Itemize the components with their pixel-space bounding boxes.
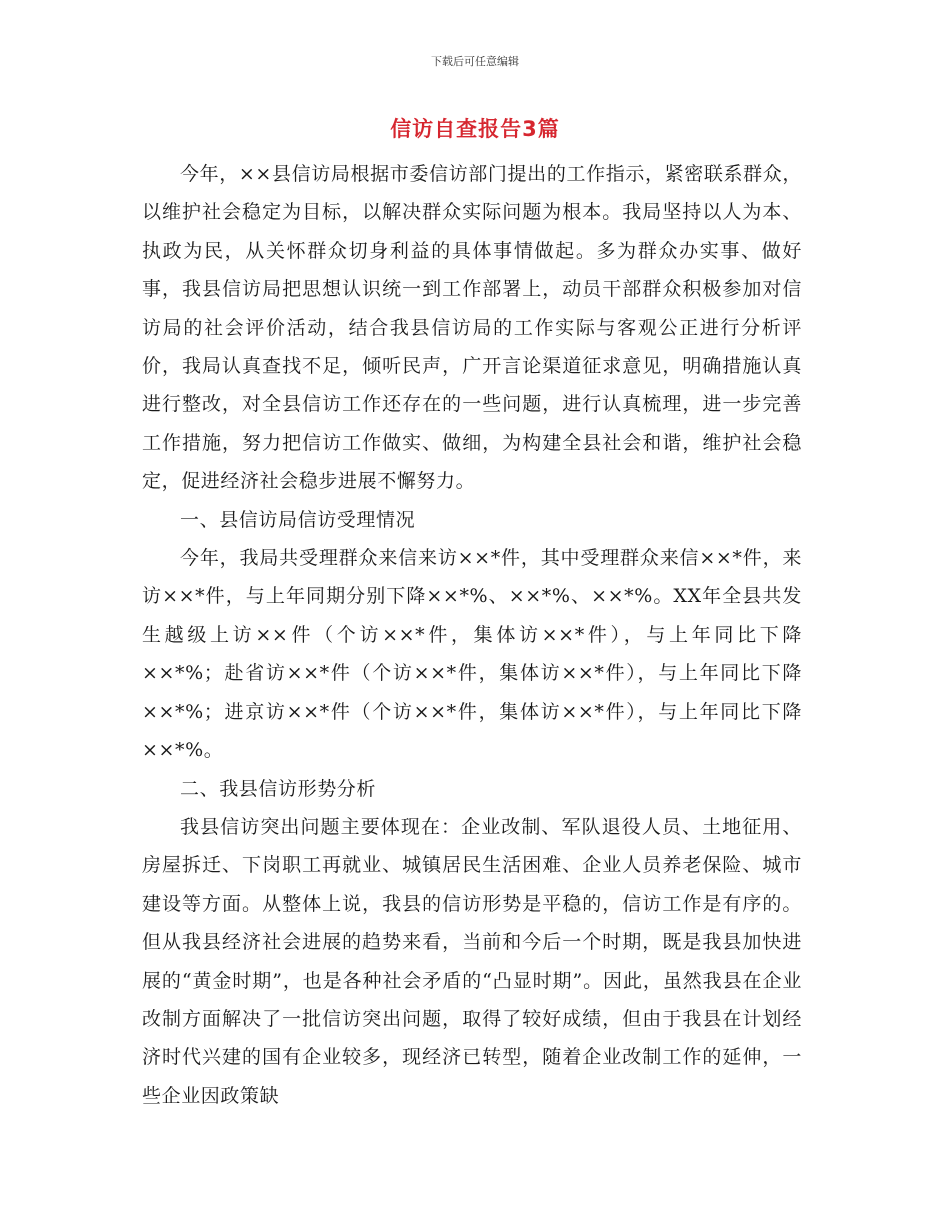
document-body: [142, 155, 802, 1115]
section-heading-2: 二、我县信访形势分析: [180, 777, 377, 800]
intro-paragraph: 今年，××县信访局根据市委信访部门提出的工作指示，紧密联系群众，以维护社会稳定为目标，以解决群众实际问题为根本。我局坚持以人为本、执政为民，从关怀群众切身利益的具体事情做起。多为群众办实事、做好事，我县信访局把思想认识统一到工作部署上，动员干部群众积极参加对信访局的社会评价活动，结合我县信访局的工作实际与客观公正进行分析评价，我局认真查找不足，倾听民声，广开言论渠道征求意见，明确措施认真进行整改，对全县信访工作还存在的一些问题，进行认真梳理，进一步完善工作措施，努力把信访工作做实、做细，为构建全县社会和谐，维护社会稳定，促进经济社会稳步进展不懈努力。: [142, 163, 802, 493]
section-heading-1: 一、县信访局信访受理情况: [180, 508, 416, 531]
section-1-paragraph: 今年，我局共受理群众来信来访××*件，其中受理群众来信××*件，来访××*件，与上年同期分别下降××*%、××*%、××*%。XX年全县共发生越级上访××件（个访××*件，集体访××*件），与上年同比下降××*%；赴省访××*件（个访××*件，集体访××*件），与上年同比下降××*%；进京访××*件（个访××*件，集体访××*件），与上年同比下降××*%。: [142, 547, 802, 762]
document-title: 信访自查报告3篇: [390, 117, 560, 141]
header-note: 下载后可任意编辑: [431, 55, 519, 68]
section-2-paragraph: 我县信访突出问题主要体现在：企业改制、军队退役人员、土地征用、房屋拆迁、下岗职工再就业、城镇居民生活困难、企业人员养老保险、城市建设等方面。从整体上说，我县的信访形势是平稳的，信访工作是有序的。但从我县经济社会进展的趋势来看，当前和今后一个时期，既是我县加快进展的“黄金时期”，也是各种社会矛盾的“凸显时期”。因此，虽然我县在企业改制方面解决了一批信访突出问题，取得了较好成绩，但由于我县在计划经济时代兴建的国有企业较多，现经济已转型，随着企业改制工作的延伸，一些企业因政策缺: [142, 815, 802, 1107]
